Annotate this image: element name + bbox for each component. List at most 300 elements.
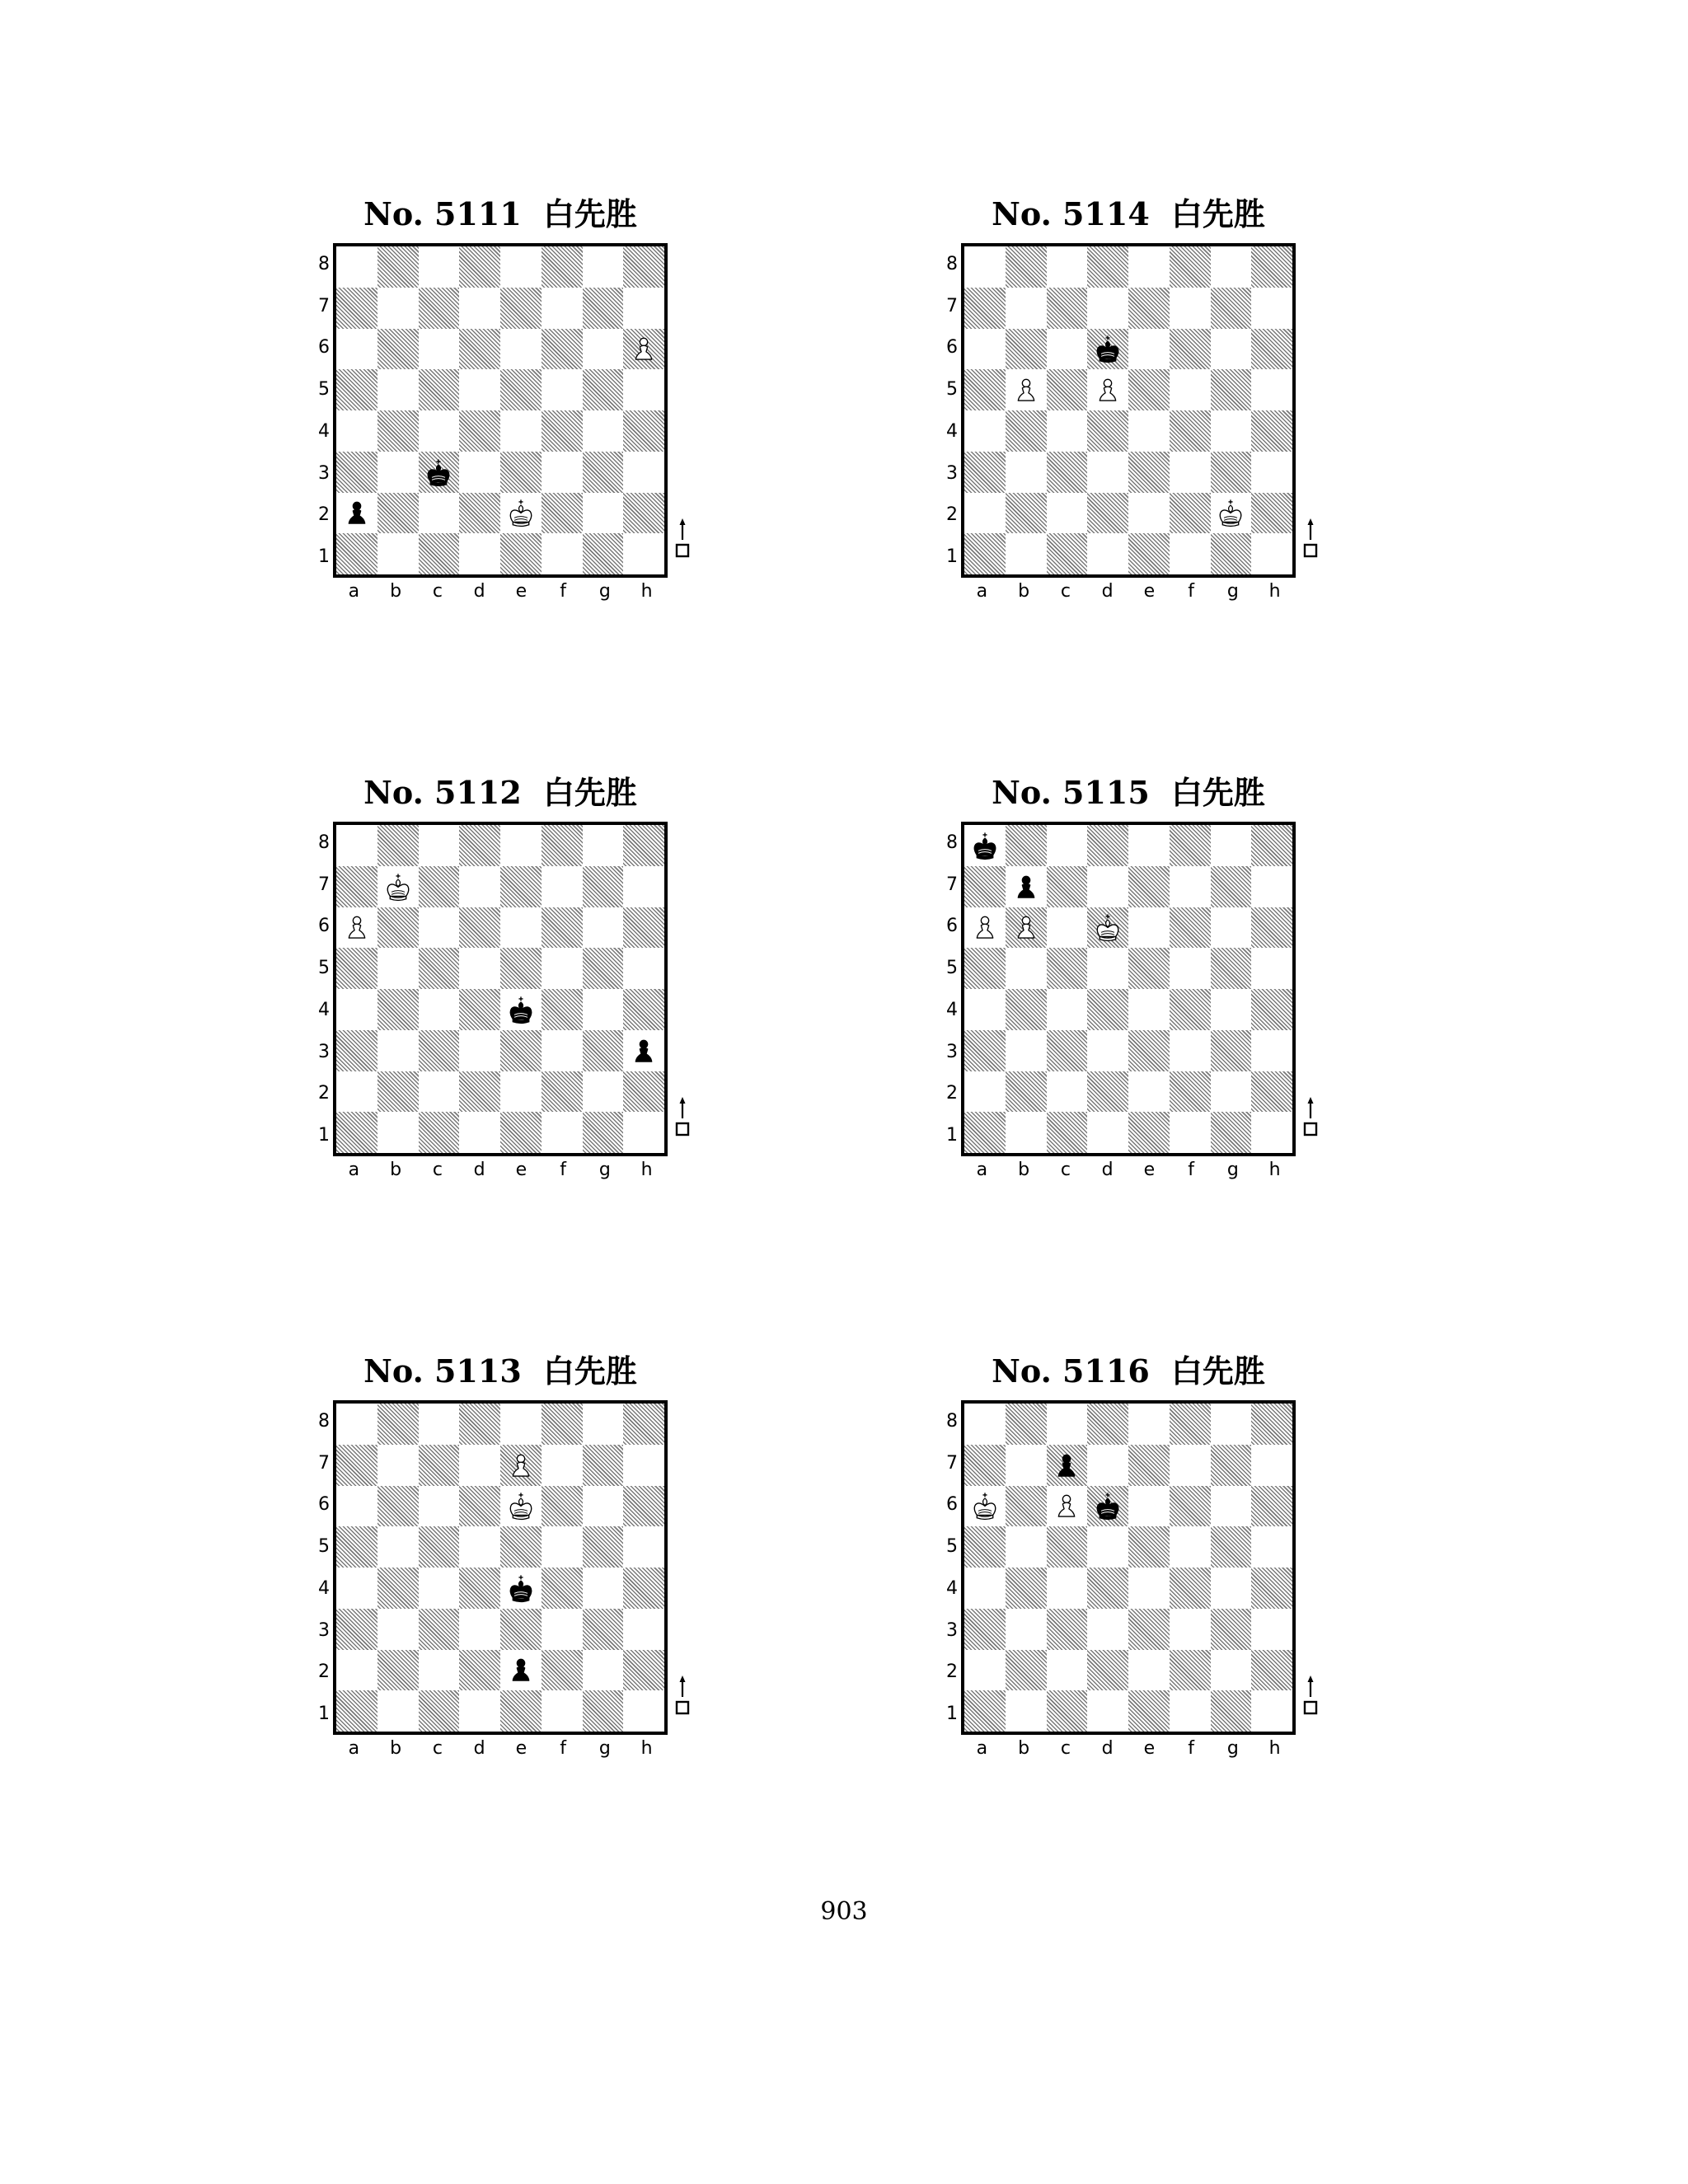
- square-d7: [459, 1445, 500, 1486]
- file-label: c: [432, 1738, 443, 1759]
- file-label: c: [1060, 1738, 1071, 1759]
- problem-number: No. 5113: [363, 1352, 522, 1390]
- diagram-title: [333, 774, 668, 812]
- square-a8: [336, 825, 377, 866]
- square-a4: [336, 410, 377, 452]
- square-a1: [336, 533, 377, 574]
- square-a7: [336, 288, 377, 329]
- square-e4: [1128, 989, 1170, 1030]
- square-f7: [1170, 866, 1211, 907]
- rank-label: 6: [946, 337, 958, 359]
- square-f6: [542, 1486, 583, 1527]
- square-e7: [1128, 1445, 1170, 1486]
- square-a5: [964, 948, 1006, 989]
- square-d1: [1087, 1690, 1128, 1732]
- square-a6: [964, 907, 1006, 949]
- diagram-title: [961, 774, 1296, 812]
- square-b3: [377, 452, 419, 493]
- square-c1: [1047, 1690, 1088, 1732]
- square-a6: [336, 1486, 377, 1527]
- file-label: g: [598, 1738, 611, 1759]
- rank-label: 3: [318, 462, 330, 484]
- file-label: h: [640, 581, 653, 602]
- square-f7: [1170, 288, 1211, 329]
- square-e2: [1128, 1071, 1170, 1113]
- black-king-icon: [423, 457, 454, 488]
- square-c8: [419, 825, 460, 866]
- white-king-icon: [969, 1490, 1001, 1521]
- square-c2: [419, 1071, 460, 1113]
- side-to-move-icon: [1302, 1095, 1319, 1140]
- file-label: d: [473, 1738, 485, 1759]
- square-h6: [623, 907, 664, 949]
- file-label: d: [1101, 1160, 1114, 1180]
- square-h4: [1251, 410, 1292, 452]
- square-c1: [419, 533, 460, 574]
- square-g8: [1211, 825, 1252, 866]
- square-e6: [1128, 1486, 1170, 1527]
- rank-label: 3: [946, 1619, 958, 1641]
- square-h4: [623, 1568, 664, 1609]
- file-label: b: [1018, 1738, 1030, 1759]
- square-d4: [1087, 1568, 1128, 1609]
- square-c5: [1047, 948, 1088, 989]
- square-d7: [1087, 288, 1128, 329]
- square-f4: [542, 410, 583, 452]
- diagram-title: [333, 195, 668, 233]
- rank-label: 5: [946, 958, 958, 979]
- square-h1: [1251, 1112, 1292, 1153]
- square-g5: [1211, 1526, 1252, 1568]
- square-g8: [583, 246, 624, 288]
- square-f3: [542, 452, 583, 493]
- square-g6: [1211, 907, 1252, 949]
- square-c2: [1047, 493, 1088, 534]
- rank-labels: [312, 243, 330, 578]
- square-h1: [1251, 1690, 1292, 1732]
- white-king-icon: [505, 497, 537, 528]
- chess-board: [961, 243, 1296, 578]
- square-c2: [1047, 1650, 1088, 1691]
- rank-labels: [940, 1400, 958, 1735]
- square-f6: [1170, 329, 1211, 370]
- square-g5: [1211, 369, 1252, 410]
- square-e8: [500, 1404, 542, 1445]
- square-h2: [623, 493, 664, 534]
- square-d8: [459, 825, 500, 866]
- problem-caption: 白先胜: [1170, 775, 1265, 811]
- diagram-title: [961, 195, 1296, 233]
- rank-label: 5: [318, 379, 330, 401]
- square-b5: [377, 1526, 419, 1568]
- square-h4: [1251, 1568, 1292, 1609]
- square-b7: [377, 1445, 419, 1486]
- square-a5: [964, 369, 1006, 410]
- square-h5: [623, 948, 664, 989]
- file-label: b: [1018, 1160, 1030, 1180]
- file-label: g: [598, 581, 611, 602]
- square-a3: [336, 1030, 377, 1071]
- square-e8: [1128, 1404, 1170, 1445]
- rank-label: 7: [318, 1452, 330, 1474]
- square-e5: [500, 1526, 542, 1568]
- rank-label: 4: [318, 420, 330, 442]
- square-g7: [583, 866, 624, 907]
- square-g8: [583, 1404, 624, 1445]
- square-h8: [623, 1404, 664, 1445]
- square-d3: [459, 452, 500, 493]
- square-b8: [1006, 246, 1047, 288]
- square-f4: [1170, 989, 1211, 1030]
- file-label: c: [432, 581, 443, 602]
- file-label: a: [976, 1160, 988, 1180]
- file-label: g: [1226, 581, 1239, 602]
- rank-label: 5: [946, 379, 958, 401]
- rank-label: 7: [318, 874, 330, 895]
- rank-labels: [940, 243, 958, 578]
- square-e3: [1128, 1030, 1170, 1071]
- square-b2: [377, 1071, 419, 1113]
- square-e7: [1128, 866, 1170, 907]
- square-d5: [1087, 369, 1128, 410]
- square-d8: [1087, 825, 1128, 866]
- square-a7: [964, 288, 1006, 329]
- square-e7: [1128, 288, 1170, 329]
- rank-label: 4: [946, 999, 958, 1020]
- square-d4: [1087, 410, 1128, 452]
- square-d4: [459, 1568, 500, 1609]
- square-g3: [1211, 1609, 1252, 1650]
- file-label: f: [1188, 581, 1194, 602]
- diagram-title: [333, 1352, 668, 1390]
- square-g3: [583, 452, 624, 493]
- square-f4: [542, 1568, 583, 1609]
- file-label: d: [473, 1160, 485, 1180]
- square-h3: [623, 452, 664, 493]
- square-b3: [377, 1030, 419, 1071]
- square-g7: [583, 1445, 624, 1486]
- square-a4: [964, 1568, 1006, 1609]
- rank-labels: [312, 1400, 330, 1735]
- square-d5: [459, 369, 500, 410]
- square-e1: [1128, 1112, 1170, 1153]
- square-a1: [964, 1112, 1006, 1153]
- chess-board: [333, 243, 668, 578]
- square-a8: [964, 825, 1006, 866]
- chess-board: [333, 822, 668, 1156]
- problem-number: No. 5112: [363, 774, 522, 811]
- square-f7: [542, 1445, 583, 1486]
- square-d7: [1087, 866, 1128, 907]
- file-label: g: [1226, 1738, 1239, 1759]
- rank-label: 1: [946, 1125, 958, 1146]
- square-a2: [336, 1071, 377, 1113]
- file-labels: [333, 1160, 668, 1180]
- square-a2: [336, 1650, 377, 1691]
- square-e8: [500, 246, 542, 288]
- square-e1: [1128, 1690, 1170, 1732]
- square-a7: [336, 866, 377, 907]
- square-d1: [459, 1690, 500, 1732]
- side-to-move-icon: [674, 1674, 691, 1718]
- rank-label: 6: [946, 1494, 958, 1516]
- white-king-icon: [382, 871, 414, 902]
- square-c7: [1047, 288, 1088, 329]
- square-g7: [1211, 1445, 1252, 1486]
- square-g1: [583, 533, 624, 574]
- square-c1: [419, 1690, 460, 1732]
- file-label: b: [390, 581, 402, 602]
- square-g2: [583, 1650, 624, 1691]
- file-labels: [961, 581, 1296, 602]
- square-e5: [500, 369, 542, 410]
- chess-board: [961, 1400, 1296, 1735]
- square-c8: [1047, 1404, 1088, 1445]
- square-c4: [1047, 410, 1088, 452]
- square-h2: [623, 1650, 664, 1691]
- diagram-title: [961, 1352, 1296, 1390]
- square-f3: [542, 1609, 583, 1650]
- square-h2: [1251, 1650, 1292, 1691]
- square-f3: [1170, 1609, 1211, 1650]
- square-e6: [1128, 329, 1170, 370]
- rank-label: 2: [318, 504, 330, 526]
- square-d6: [459, 907, 500, 949]
- square-c5: [419, 1526, 460, 1568]
- file-label: c: [1060, 581, 1071, 602]
- black-pawn-icon: [505, 1654, 537, 1685]
- square-g2: [1211, 1071, 1252, 1113]
- square-c8: [419, 246, 460, 288]
- square-h1: [1251, 533, 1292, 574]
- square-f2: [542, 1071, 583, 1113]
- square-h5: [623, 1526, 664, 1568]
- square-c4: [1047, 1568, 1088, 1609]
- square-b8: [377, 1404, 419, 1445]
- rank-label: 5: [946, 1536, 958, 1558]
- square-c7: [1047, 1445, 1088, 1486]
- rank-label: 2: [946, 1083, 958, 1104]
- square-e1: [500, 1690, 542, 1732]
- square-g2: [583, 1071, 624, 1113]
- square-h5: [623, 369, 664, 410]
- square-b5: [1006, 1526, 1047, 1568]
- square-d3: [459, 1609, 500, 1650]
- square-b8: [377, 246, 419, 288]
- file-label: e: [1143, 581, 1156, 602]
- square-f8: [1170, 1404, 1211, 1445]
- square-c8: [1047, 825, 1088, 866]
- rank-label: 2: [946, 1661, 958, 1683]
- side-to-move-icon: [1302, 517, 1319, 561]
- rank-label: 8: [946, 1410, 958, 1432]
- square-c3: [1047, 1609, 1088, 1650]
- square-h8: [1251, 825, 1292, 866]
- square-c3: [419, 452, 460, 493]
- problem-number: No. 5116: [992, 1352, 1150, 1390]
- rank-label: 6: [946, 916, 958, 937]
- square-b5: [377, 369, 419, 410]
- rank-label: 5: [318, 1536, 330, 1558]
- rank-label: 6: [318, 916, 330, 937]
- square-b1: [1006, 1690, 1047, 1732]
- square-f1: [1170, 1112, 1211, 1153]
- square-d2: [1087, 493, 1128, 534]
- square-a8: [336, 246, 377, 288]
- file-label: a: [976, 1738, 988, 1759]
- square-b8: [377, 825, 419, 866]
- square-f4: [542, 989, 583, 1030]
- chess-board: [333, 1400, 668, 1735]
- square-f2: [1170, 493, 1211, 534]
- file-label: f: [1188, 1160, 1194, 1180]
- square-d1: [459, 1112, 500, 1153]
- square-d1: [459, 533, 500, 574]
- square-c7: [419, 1445, 460, 1486]
- square-c5: [419, 369, 460, 410]
- square-e3: [500, 1609, 542, 1650]
- square-g4: [583, 410, 624, 452]
- square-b3: [1006, 452, 1047, 493]
- problem-number: No. 5111: [363, 195, 522, 232]
- square-h4: [1251, 989, 1292, 1030]
- square-d8: [1087, 246, 1128, 288]
- square-e8: [1128, 825, 1170, 866]
- square-b6: [1006, 329, 1047, 370]
- square-e6: [500, 1486, 542, 1527]
- square-f5: [542, 369, 583, 410]
- square-h7: [623, 1445, 664, 1486]
- square-b3: [1006, 1609, 1047, 1650]
- square-h7: [1251, 288, 1292, 329]
- square-e4: [1128, 410, 1170, 452]
- square-g2: [583, 493, 624, 534]
- square-g7: [1211, 288, 1252, 329]
- square-d4: [1087, 989, 1128, 1030]
- square-d5: [459, 1526, 500, 1568]
- rank-label: 8: [318, 1410, 330, 1432]
- black-king-icon: [505, 1572, 537, 1604]
- square-e4: [500, 1568, 542, 1609]
- file-label: h: [1268, 1738, 1281, 1759]
- rank-label: 3: [318, 1619, 330, 1641]
- square-d3: [459, 1030, 500, 1071]
- rank-labels: [940, 822, 958, 1156]
- rank-label: 7: [318, 295, 330, 316]
- square-f5: [1170, 948, 1211, 989]
- square-h6: [1251, 907, 1292, 949]
- square-e6: [500, 907, 542, 949]
- black-pawn-icon: [1010, 871, 1042, 902]
- rank-label: 2: [318, 1661, 330, 1683]
- square-c2: [1047, 1071, 1088, 1113]
- square-a3: [964, 452, 1006, 493]
- square-f2: [1170, 1650, 1211, 1691]
- square-a1: [336, 1690, 377, 1732]
- square-a6: [336, 907, 377, 949]
- square-e5: [1128, 1526, 1170, 1568]
- square-f2: [1170, 1071, 1211, 1113]
- square-d3: [1087, 1609, 1128, 1650]
- white-pawn-icon: [1010, 374, 1042, 405]
- square-b5: [1006, 369, 1047, 410]
- square-c3: [1047, 452, 1088, 493]
- square-h7: [623, 866, 664, 907]
- square-c1: [1047, 533, 1088, 574]
- rank-label: 1: [318, 1704, 330, 1725]
- square-g4: [1211, 989, 1252, 1030]
- square-d2: [459, 1650, 500, 1691]
- file-label: a: [348, 1160, 360, 1180]
- rank-label: 4: [318, 999, 330, 1020]
- rank-label: 6: [318, 337, 330, 359]
- square-b4: [1006, 989, 1047, 1030]
- rank-label: 8: [318, 253, 330, 274]
- rank-label: 2: [946, 504, 958, 526]
- square-e7: [500, 1445, 542, 1486]
- file-label: e: [515, 1160, 528, 1180]
- square-h7: [623, 288, 664, 329]
- square-b4: [377, 410, 419, 452]
- chess-board: [961, 822, 1296, 1156]
- square-e3: [1128, 452, 1170, 493]
- square-f3: [1170, 1030, 1211, 1071]
- square-e2: [1128, 493, 1170, 534]
- rank-label: 8: [946, 832, 958, 853]
- square-a4: [336, 989, 377, 1030]
- square-g2: [1211, 493, 1252, 534]
- rank-label: 7: [946, 295, 958, 316]
- square-a5: [336, 948, 377, 989]
- square-b2: [377, 493, 419, 534]
- rank-label: 5: [318, 958, 330, 979]
- black-king-icon: [1092, 1490, 1123, 1521]
- square-a8: [964, 1404, 1006, 1445]
- file-label: h: [640, 1738, 653, 1759]
- square-h6: [623, 1486, 664, 1527]
- square-e1: [500, 1112, 542, 1153]
- black-king-icon: [1092, 333, 1123, 364]
- square-b2: [377, 1650, 419, 1691]
- square-b1: [377, 1112, 419, 1153]
- square-e2: [1128, 1650, 1170, 1691]
- square-g5: [1211, 948, 1252, 989]
- square-g5: [583, 1526, 624, 1568]
- square-h6: [1251, 329, 1292, 370]
- square-c4: [419, 989, 460, 1030]
- problem-caption: 白先胜: [1170, 1353, 1265, 1390]
- square-e3: [500, 452, 542, 493]
- square-f7: [1170, 1445, 1211, 1486]
- square-e3: [500, 1030, 542, 1071]
- square-b7: [377, 866, 419, 907]
- square-f5: [1170, 369, 1211, 410]
- square-b4: [1006, 1568, 1047, 1609]
- square-e7: [500, 288, 542, 329]
- square-c8: [1047, 246, 1088, 288]
- file-label: f: [560, 1738, 566, 1759]
- square-b3: [1006, 1030, 1047, 1071]
- black-pawn-icon: [1051, 1450, 1082, 1481]
- square-d2: [1087, 1650, 1128, 1691]
- square-e6: [1128, 907, 1170, 949]
- square-c1: [419, 1112, 460, 1153]
- square-f1: [542, 1690, 583, 1732]
- rank-label: 8: [946, 253, 958, 274]
- page-number: 903: [820, 1897, 868, 1926]
- file-label: e: [515, 581, 528, 602]
- problem-caption: 白先胜: [542, 196, 637, 232]
